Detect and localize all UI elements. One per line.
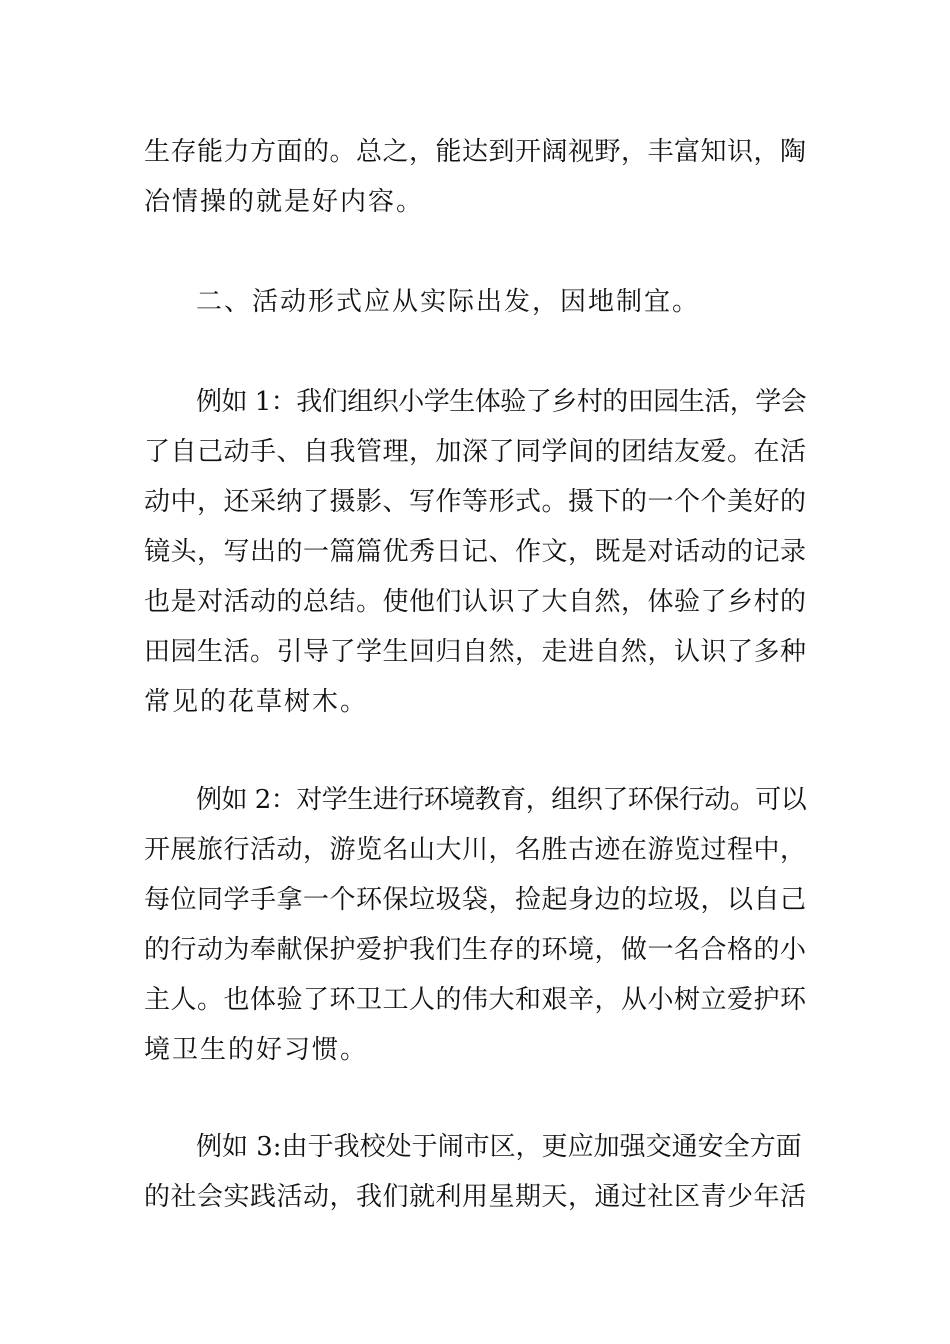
text-line: 的社会实践活动，我们就利用星期天，通过社区青少年活 <box>144 1182 807 1212</box>
text-line: 生存能力方面的。总之，能达到开阔视野，丰富知识，陶 <box>144 137 807 167</box>
paragraph-example-1 <box>144 377 808 727</box>
text-line: 镜头，写出的一篇篇优秀日记、作文，既是对话动的记录 <box>144 537 807 567</box>
text-line: 主人。也体验了环卫工人的伟大和艰辛，从小树立爱护环 <box>144 985 807 1015</box>
text-line: 二、活动形式应从实际出发，因地制宜。 <box>196 287 701 317</box>
text-line: 田园生活。引导了学生回归自然，走进自然，认识了多种 <box>144 637 807 667</box>
text-line: 境卫生的好习惯。 <box>144 1035 369 1065</box>
text-line: 例如 3:由于我校处于闹市区，更应加强交通安全方面 <box>196 1132 802 1162</box>
section-heading-activity-form <box>144 277 808 327</box>
paragraph-example-3 <box>144 1122 808 1222</box>
text-line: 常见的花草树木。 <box>144 687 369 717</box>
text-line: 冶情操的就是好内容。 <box>144 187 425 217</box>
text-line: 了自己动手、自我管理，加深了同学间的团结友爱。在活 <box>144 437 807 467</box>
text-line: 例如 1：我们组织小学生体验了乡村的田园生活，学会 <box>196 387 807 417</box>
text-line: 例如 2：对学生进行环境教育，组织了环保行动。可以 <box>196 785 807 815</box>
text-line: 也是对活动的总结。使他们认识了大自然，体验了乡村的 <box>144 587 807 617</box>
text-line: 开展旅行活动，游览名山大川，名胜古迹在游览过程中， <box>144 835 807 865</box>
paragraph-1-continued <box>144 127 808 227</box>
text-line: 的行动为奉献保护爱护我们生存的环境，做一名合格的小 <box>144 935 807 965</box>
text-line: 动中，还采纳了摄影、写作等形式。摄下的一个个美好的 <box>144 487 807 517</box>
paragraph-example-2 <box>144 775 808 1075</box>
text-line: 每位同学手拿一个环保垃圾袋，捡起身边的垃圾，以自己 <box>144 885 807 915</box>
